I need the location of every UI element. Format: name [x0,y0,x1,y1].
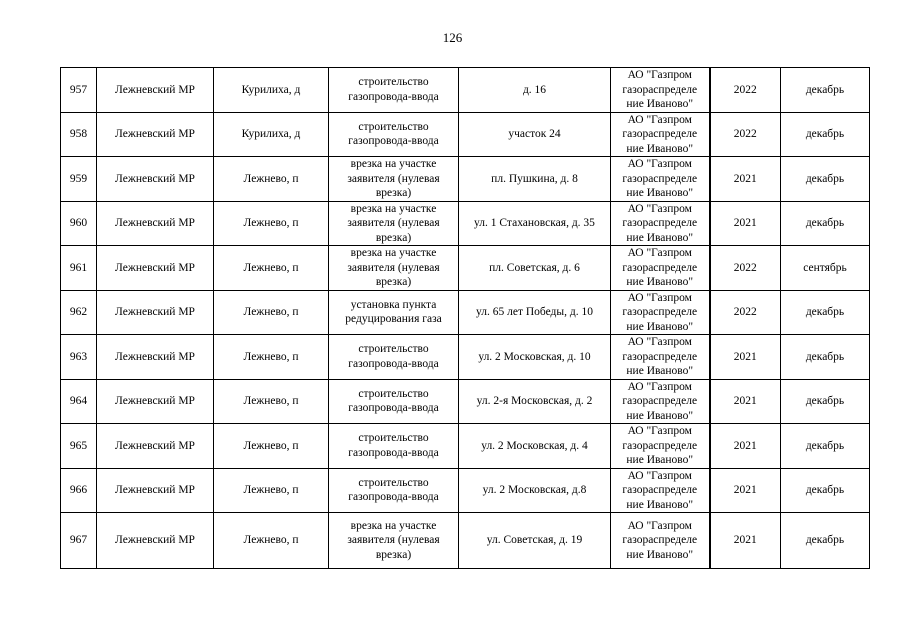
organization-cell: АО "Газпром газораспределе ние Иваново" [611,201,710,246]
table-row [61,468,870,513]
address-cell: пл. Пушкина, д. 8 [459,157,611,202]
district-cell: Лежневский МР [97,246,214,291]
work-type-cell: строительство газопровода-ввода [329,424,459,469]
row-number-cell: 961 [61,246,97,291]
table-row [61,112,870,157]
district-cell: Лежневский МР [97,201,214,246]
work-type-cell: строительство газопровода-ввода [329,112,459,157]
address-cell: ул. 65 лет Победы, д. 10 [459,290,611,335]
row-number-cell: 965 [61,424,97,469]
address-cell: ул. 2 Московская, д.8 [459,468,611,513]
locality-cell: Лежнево, п [214,424,329,469]
address-cell: д. 16 [459,68,611,113]
district-cell: Лежневский МР [97,513,214,569]
year-cell: 2021 [710,424,781,469]
month-cell: декабрь [781,157,870,202]
month-cell: декабрь [781,68,870,113]
address-cell: ул. Советская, д. 19 [459,513,611,569]
gas-works-table [60,67,870,569]
table-body [61,68,870,569]
row-number-cell: 959 [61,157,97,202]
work-type-cell: строительство газопровода-ввода [329,68,459,113]
locality-cell: Лежнево, п [214,468,329,513]
table-row [61,290,870,335]
organization-cell: АО "Газпром газораспределе ние Иваново" [611,246,710,291]
row-number-cell: 964 [61,379,97,424]
organization-cell: АО "Газпром газораспределе ние Иваново" [611,513,710,569]
year-cell: 2021 [710,468,781,513]
organization-cell: АО "Газпром газораспределе ние Иваново" [611,468,710,513]
work-type-cell: врезка на участке заявителя (нулевая врезка) [329,157,459,202]
address-cell: пл. Советская, д. 6 [459,246,611,291]
district-cell: Лежневский МР [97,112,214,157]
row-number-cell: 958 [61,112,97,157]
table-row [61,379,870,424]
work-type-cell: строительство газопровода-ввода [329,379,459,424]
month-cell: декабрь [781,468,870,513]
work-type-cell: врезка на участке заявителя (нулевая врезка) [329,513,459,569]
district-cell: Лежневский МР [97,157,214,202]
year-cell: 2021 [710,201,781,246]
address-cell: ул. 1 Стахановская, д. 35 [459,201,611,246]
locality-cell: Лежнево, п [214,335,329,380]
table-row [61,246,870,291]
organization-cell: АО "Газпром газораспределе ние Иваново" [611,335,710,380]
work-type-cell: врезка на участке заявителя (нулевая врезка) [329,246,459,291]
month-cell: декабрь [781,201,870,246]
row-number-cell: 960 [61,201,97,246]
locality-cell: Лежнево, п [214,513,329,569]
locality-cell: Лежнево, п [214,246,329,291]
month-cell: сентябрь [781,246,870,291]
row-number-cell: 966 [61,468,97,513]
district-cell: Лежневский МР [97,335,214,380]
district-cell: Лежневский МР [97,68,214,113]
year-cell: 2022 [710,246,781,291]
work-type-cell: строительство газопровода-ввода [329,468,459,513]
year-cell: 2022 [710,290,781,335]
organization-cell: АО "Газпром газораспределе ние Иваново" [611,112,710,157]
month-cell: декабрь [781,379,870,424]
year-cell: 2022 [710,68,781,113]
organization-cell: АО "Газпром газораспределе ние Иваново" [611,157,710,202]
district-cell: Лежневский МР [97,468,214,513]
district-cell: Лежневский МР [97,290,214,335]
table-row [61,201,870,246]
work-type-cell: установка пункта редуцирования газа [329,290,459,335]
month-cell: декабрь [781,335,870,380]
table-row [61,157,870,202]
locality-cell: Лежнево, п [214,201,329,246]
month-cell: декабрь [781,424,870,469]
organization-cell: АО "Газпром газораспределе ние Иваново" [611,68,710,113]
row-number-cell: 967 [61,513,97,569]
year-cell: 2021 [710,335,781,380]
row-number-cell: 963 [61,335,97,380]
month-cell: декабрь [781,112,870,157]
locality-cell: Лежнево, п [214,290,329,335]
work-type-cell: строительство газопровода-ввода [329,335,459,380]
month-cell: декабрь [781,513,870,569]
year-cell: 2021 [710,379,781,424]
work-type-cell: врезка на участке заявителя (нулевая врезка) [329,201,459,246]
locality-cell: Лежнево, п [214,157,329,202]
address-cell: ул. 2-я Московская, д. 2 [459,379,611,424]
address-cell: ул. 2 Московская, д. 10 [459,335,611,380]
district-cell: Лежневский МР [97,424,214,469]
organization-cell: АО "Газпром газораспределе ние Иваново" [611,424,710,469]
year-cell: 2021 [710,157,781,202]
organization-cell: АО "Газпром газораспределе ние Иваново" [611,290,710,335]
table-row [61,513,870,569]
address-cell: ул. 2 Московская, д. 4 [459,424,611,469]
address-cell: участок 24 [459,112,611,157]
page-number: 126 [442,30,463,45]
year-cell: 2022 [710,112,781,157]
row-number-cell: 962 [61,290,97,335]
year-cell: 2021 [710,513,781,569]
organization-cell: АО "Газпром газораспределе ние Иваново" [611,379,710,424]
table-row [61,68,870,113]
row-number-cell: 957 [61,68,97,113]
table-row [61,335,870,380]
month-cell: декабрь [781,290,870,335]
district-cell: Лежневский МР [97,379,214,424]
locality-cell: Лежнево, п [214,379,329,424]
locality-cell: Курилиха, д [214,112,329,157]
table-row [61,424,870,469]
locality-cell: Курилиха, д [214,68,329,113]
